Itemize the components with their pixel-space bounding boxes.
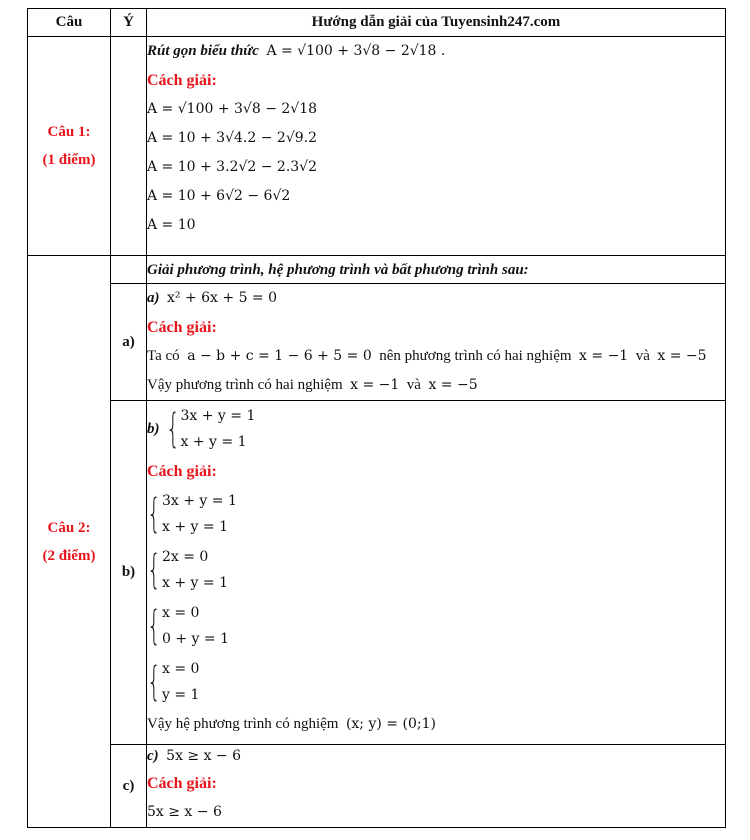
q2a-row: [28, 284, 726, 401]
system-eq: 0 + y = 1: [162, 631, 229, 647]
brace-icon: {: [147, 603, 161, 649]
brace-icon: {: [147, 547, 161, 593]
q1-step: A = 10 + 3.2√2 − 2.3√2: [147, 159, 318, 175]
q2a-part: a): [111, 284, 147, 401]
q2a-prompt-line: [147, 284, 725, 313]
system-eq: x + y = 1: [180, 434, 247, 450]
q2-intro-row: [28, 256, 726, 284]
q2-label-cell: [28, 256, 111, 828]
q2c-part: c): [111, 745, 147, 828]
q2-intro-cell: [147, 256, 726, 284]
system-eq: 2x = 0: [162, 549, 209, 565]
q2b-conclusion: [147, 710, 725, 739]
q1-step: A = 10: [147, 217, 196, 233]
q2c-prompt-line: [147, 745, 725, 769]
q2c-content: [147, 745, 726, 828]
system-eq: x = 0: [162, 661, 200, 677]
q2a-conclusion-root1: x = −1: [350, 377, 400, 393]
header-part: Ý: [111, 9, 147, 37]
header-question: Câu: [28, 9, 111, 37]
q1-prompt: Rút gọn biểu thức: [147, 43, 259, 59]
q2b-row: [28, 401, 726, 745]
q2b-content: [147, 401, 726, 745]
q2-points: (2 điểm): [42, 547, 96, 564]
brace-icon: {: [147, 659, 161, 705]
q2a-and: và: [635, 348, 650, 364]
q1-label: Câu 1:: [47, 124, 91, 140]
q2c-method-label: Cách giải:: [147, 775, 217, 792]
q2a-line1: [147, 342, 725, 371]
system-eq: 3x + y = 1: [180, 408, 256, 424]
q1-method-label: Cách giải:: [147, 72, 217, 89]
q2b-step-system: [147, 654, 725, 710]
q2c-prompt-expr: 5x ≥ x − 6: [166, 748, 242, 764]
q2b-part: b): [111, 401, 147, 745]
q2b-prompt-label: b): [147, 420, 160, 437]
q2-intro-part-cell: [111, 256, 147, 284]
q2a-conclusion-and: và: [406, 377, 421, 393]
q2a-method-label: Cách giải:: [147, 319, 217, 336]
q2a-line1-mid: nên phương trình có hai nghiệm: [379, 348, 572, 364]
header-row: [28, 9, 726, 37]
q2a-conclusion: [147, 371, 725, 400]
q2a-content: [147, 284, 726, 401]
system-eq: y = 1: [162, 687, 200, 703]
q1-label-cell: [28, 37, 111, 256]
q2b-step-system: [147, 542, 725, 598]
system-eq: x + y = 1: [162, 519, 228, 535]
system-eq: x + y = 1: [162, 575, 228, 591]
header-solution: Hướng dẫn giải của Tuyensinh247.com: [147, 9, 726, 37]
q2-intro: Giải phương trình, hệ phương trình và bất phương trình sau:: [147, 261, 529, 278]
solution-table: [27, 8, 726, 828]
q2a-prompt-expr: x² + 6x + 5 = 0: [167, 290, 278, 306]
q2a-root2: x = −5: [657, 348, 707, 364]
q2b-conclusion-text: Vậy hệ phương trình có nghiệm: [147, 716, 339, 732]
q2a-conclusion-text: Vậy phương trình có hai nghiệm: [147, 377, 343, 393]
q2b-conclusion-expr: (x; y) = (0;1): [345, 716, 436, 732]
brace-icon: {: [147, 491, 161, 537]
q2b-method-label: Cách giải:: [147, 463, 217, 480]
q2a-prompt-label: a): [147, 290, 160, 306]
q2b-step-system: [147, 598, 725, 654]
q1-part-cell: [111, 37, 147, 256]
q2b-step-system: [147, 486, 725, 542]
q1-step: A = 10 + 6√2 − 6√2: [147, 188, 291, 204]
q1-step: A = 10 + 3√4.2 − 2√9.2: [147, 130, 318, 146]
q1-prompt-expr: A = √100 + 3√8 − 2√18 .: [266, 43, 446, 59]
q1-points: (1 điểm): [42, 152, 96, 168]
q2a-line1-text: Ta có: [147, 348, 180, 364]
q1-content: [147, 37, 726, 256]
q2a-conclusion-root2: x = −5: [428, 377, 478, 393]
q2b-prompt-system: [147, 401, 725, 457]
q2c-step: 5x ≥ x − 6: [147, 804, 222, 820]
q2-label: Câu 2:: [47, 519, 91, 536]
q2a-line1-expr: a − b + c = 1 − 6 + 5 = 0: [187, 348, 372, 364]
q1-row: [28, 37, 726, 256]
q1-prompt-line: [147, 37, 725, 66]
system-eq: x = 0: [162, 605, 200, 621]
q1-step: A = √100 + 3√8 − 2√18: [147, 101, 318, 117]
system-eq: 3x + y = 1: [162, 493, 237, 509]
q2a-root1: x = −1: [579, 348, 629, 364]
brace-icon: {: [165, 406, 180, 452]
q2c-row: [28, 745, 726, 828]
q2c-prompt-label: c): [147, 748, 159, 764]
